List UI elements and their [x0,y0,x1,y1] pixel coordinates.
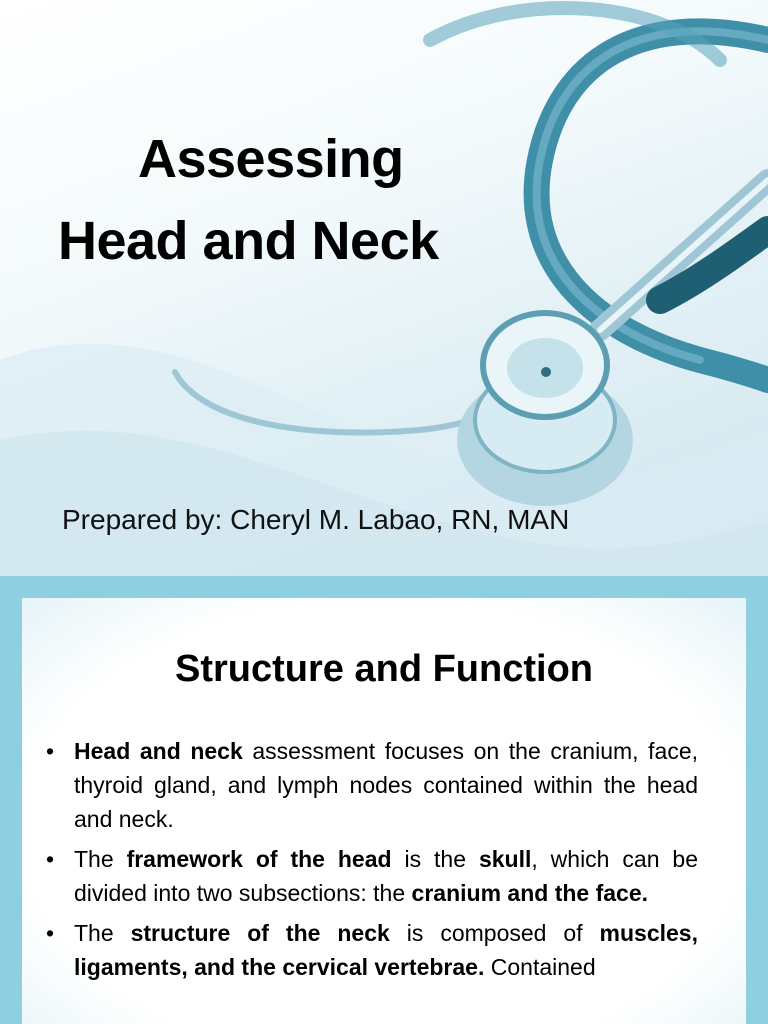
bullet-text: is the [391,846,479,872]
bullet-marker: • [46,920,55,946]
bullet-text: The [74,920,131,946]
title-line-2: Head and Neck [58,211,439,271]
bullet-text: assessment focuses on the cranium, face, thyroid gland, and lymph nodes contained within the head and neck. [74,738,699,832]
bullet-text: is composed of [389,920,600,946]
bullet-bold-text: skull [478,846,532,872]
bullet-bold-text: structure of the neck [130,920,390,946]
bullet-item [46,734,698,836]
prepared-by: Prepared by: Cheryl M. Labao, RN, MAN [62,504,570,535]
bullet-text: , which can be divided into two subsections: the [74,846,698,906]
content-slide [0,576,768,1024]
bullet-text: The [74,846,127,872]
bullet-text: Contained [484,954,596,980]
slide-title: Structure and Function [175,648,593,690]
bullet-marker: • [46,738,55,764]
chest-piece-dot [541,367,551,377]
bullet-bold-text: framework of the head [126,846,392,872]
bullet-list [46,734,698,990]
bullet-item [46,842,698,910]
bullet-bold-text: Head and neck [74,738,243,764]
stethoscope-arc-tube [430,8,720,60]
bullet-bold-text: cranium and the face. [411,880,649,906]
bullet-marker: • [46,846,55,872]
bullet-item [46,916,698,984]
bullet-bold-text: muscles, ligaments, and the cervical vertebrae. [74,920,698,980]
title-line-1: Assessing [138,129,404,189]
